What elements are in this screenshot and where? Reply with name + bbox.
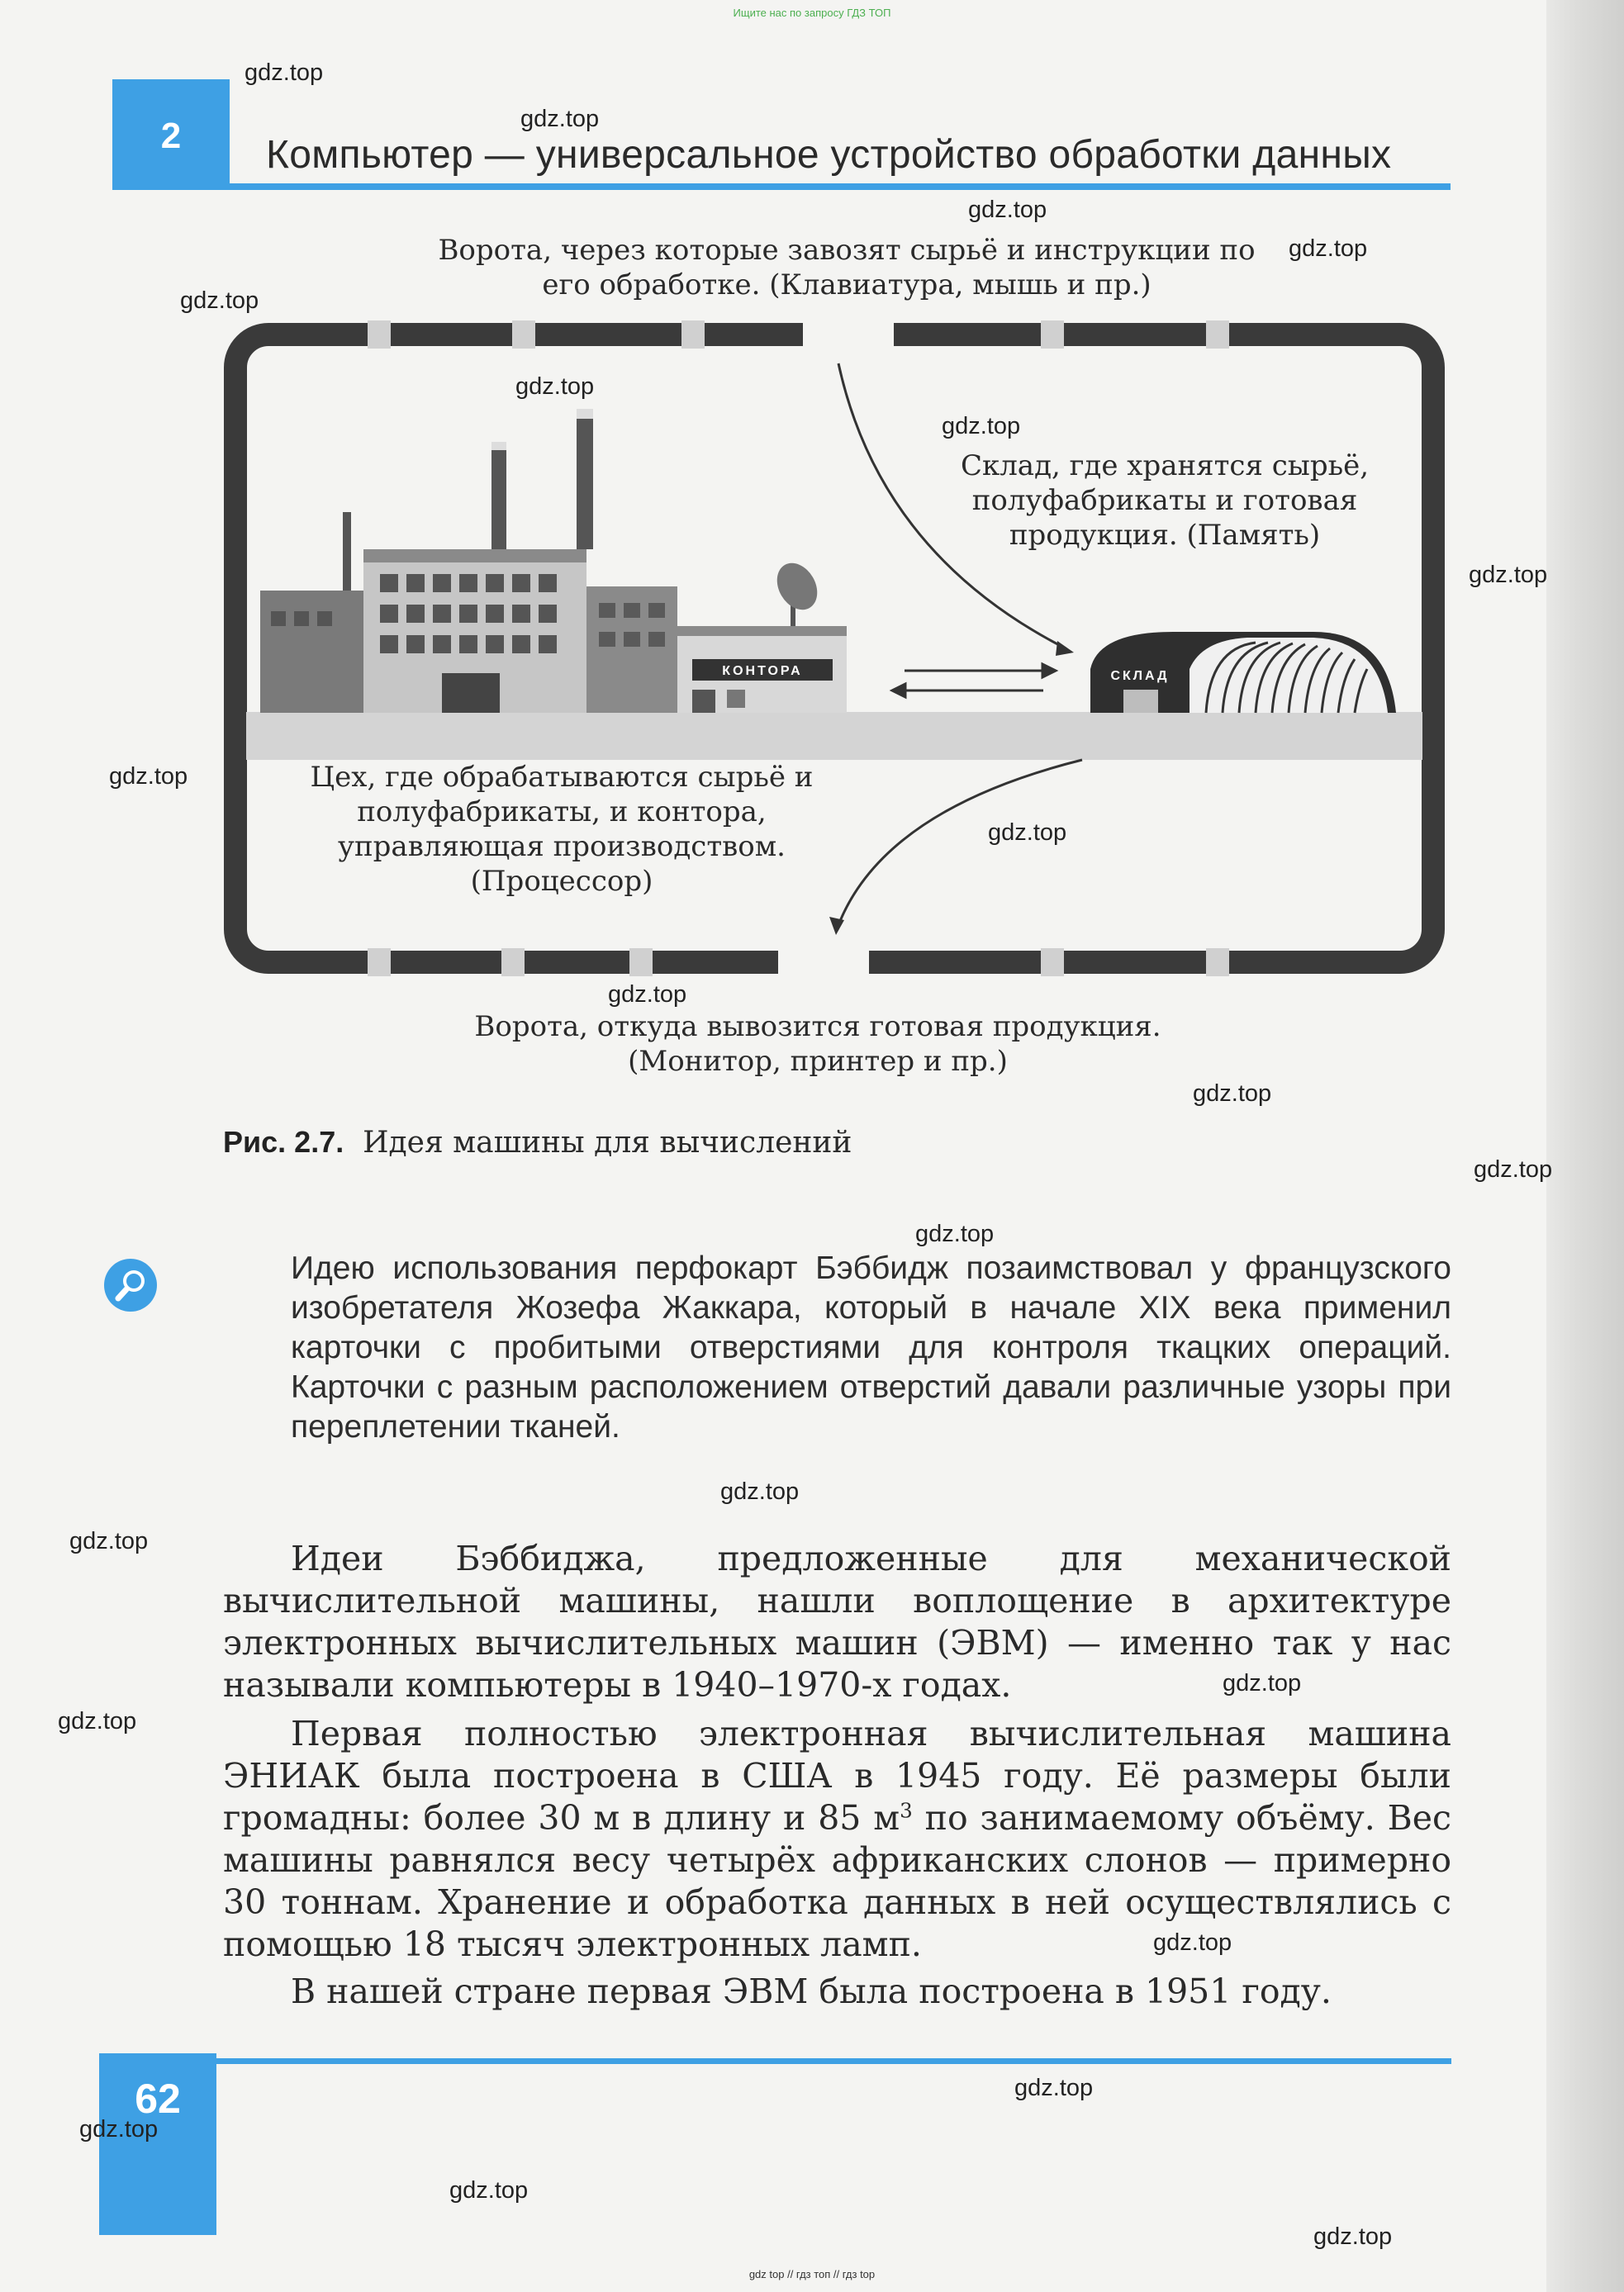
warehouse-sign-label: СКЛАД bbox=[1110, 669, 1170, 683]
page-number: 62 bbox=[135, 2076, 181, 2122]
watermark: gdz.top bbox=[520, 106, 600, 132]
info-text: Идею использования перфокарт Бэббидж позаимствовал у французского изобретателя Жозефа Жаккара, который в начале XIX века применил карточки с пробитыми отверстиями для контроля ткацких операций. Карточки с разным расположением отверстий давали различные узоры при переплетении тканей. bbox=[291, 1250, 1451, 1445]
top-notice: Ищите нас по запросу ГДЗ ТОП bbox=[733, 7, 891, 19]
bottom-notice: gdz top // гдз топ // гдз top bbox=[748, 2268, 876, 2280]
watermark: gdz.top bbox=[109, 763, 188, 790]
watermark: gdz.top bbox=[449, 2177, 529, 2204]
paragraph-babbage-ideas: Идеи Бэббиджа, предложенные для механической вычислительной машины, нашли воплощение в архитектуре электронных вычислительных машин (ЭВМ) — именно так у нас называли компьютеры в 1940–1970-х годах. bbox=[223, 1539, 1451, 1705]
paragraph-eniac bbox=[223, 1713, 1451, 1966]
watermark: gdz.top bbox=[1474, 1156, 1553, 1183]
chapter-number: 2 bbox=[160, 116, 182, 156]
caption-output-gates: Ворота, откуда вывозится готовая продукция. (Монитор, принтер и пр.) bbox=[474, 1010, 1161, 1078]
watermark: gdz.top bbox=[1289, 235, 1368, 262]
watermark: gdz.top bbox=[608, 981, 687, 1008]
paragraph-first-soviet-computer: В нашей стране первая ЭВМ была построена в 1951 году. bbox=[291, 1972, 1332, 2011]
watermark: gdz.top bbox=[720, 1478, 800, 1505]
office-building bbox=[677, 556, 847, 713]
watermark: gdz.top bbox=[1153, 1929, 1232, 1956]
watermark: gdz.top bbox=[915, 1221, 995, 1247]
watermark: gdz.top bbox=[988, 819, 1067, 846]
caption-input-gates: Ворота, через которые завозят сырьё и инструкции по его обработке. (Клавиатура, мышь и пр.) bbox=[438, 234, 1256, 301]
cube-superscript: 3 bbox=[900, 1798, 913, 1823]
paragraph-eniac-text: Первая полностью электронная вычислительная машина ЭНИАК была построена в США в 1945 году. Её размеры были громадны: более 30 м в длину и 85 м bbox=[223, 1714, 1451, 1838]
caption-memory: Склад, где хранятся сырьё, полуфабрикаты и готовая продукция. (Память) bbox=[960, 449, 1370, 552]
factory-building bbox=[260, 409, 677, 713]
figure-label: Рис. 2.7. bbox=[223, 1125, 344, 1159]
watermark: gdz.top bbox=[515, 373, 595, 400]
watermark: gdz.top bbox=[69, 1528, 149, 1554]
watermark: gdz.top bbox=[1313, 2223, 1393, 2250]
watermark: gdz.top bbox=[1014, 2075, 1094, 2101]
watermark: gdz.top bbox=[58, 1708, 137, 1734]
input-arrowhead bbox=[1056, 641, 1074, 656]
paragraph-eniac-text-2: по занимаемому объёму. Вес машины равнялся весу четырёх африканских слонов — примерно 30 тоннам. Хранение и обработка данных в ней осуществлялись с помощью 18 тысяч электронных ламп. bbox=[223, 1798, 1451, 1964]
scan-edge-shadow bbox=[1546, 0, 1624, 2292]
office-sign-label: КОНТОРА bbox=[722, 664, 803, 678]
office-warehouse-exchange-arrow bbox=[892, 664, 1056, 697]
watermark: gdz.top bbox=[79, 2116, 159, 2143]
caption-processor: Цех, где обрабатываются сырьё и полуфабрикаты, и контора, управляющая производством. (Процессор) bbox=[310, 761, 814, 898]
footer-rule bbox=[216, 2058, 1451, 2064]
chapter-title: Компьютер — универсальное устройство обработки данных bbox=[266, 133, 1392, 177]
watermark: gdz.top bbox=[968, 197, 1047, 223]
watermark: gdz.top bbox=[1193, 1080, 1272, 1107]
watermark: gdz.top bbox=[942, 413, 1021, 439]
warehouse-building bbox=[1090, 632, 1396, 713]
satellite-dish bbox=[769, 556, 825, 617]
header-rule bbox=[112, 183, 1451, 190]
watermark: gdz.top bbox=[1469, 562, 1548, 588]
watermark: gdz.top bbox=[180, 287, 259, 314]
watermark: gdz.top bbox=[245, 59, 324, 86]
ground-strip bbox=[246, 712, 1422, 760]
magnifier-icon bbox=[104, 1259, 157, 1312]
figure-title: Идея машины для вычислений bbox=[363, 1126, 852, 1160]
figure-caption bbox=[223, 1125, 852, 1160]
watermark: gdz.top bbox=[1223, 1670, 1302, 1696]
